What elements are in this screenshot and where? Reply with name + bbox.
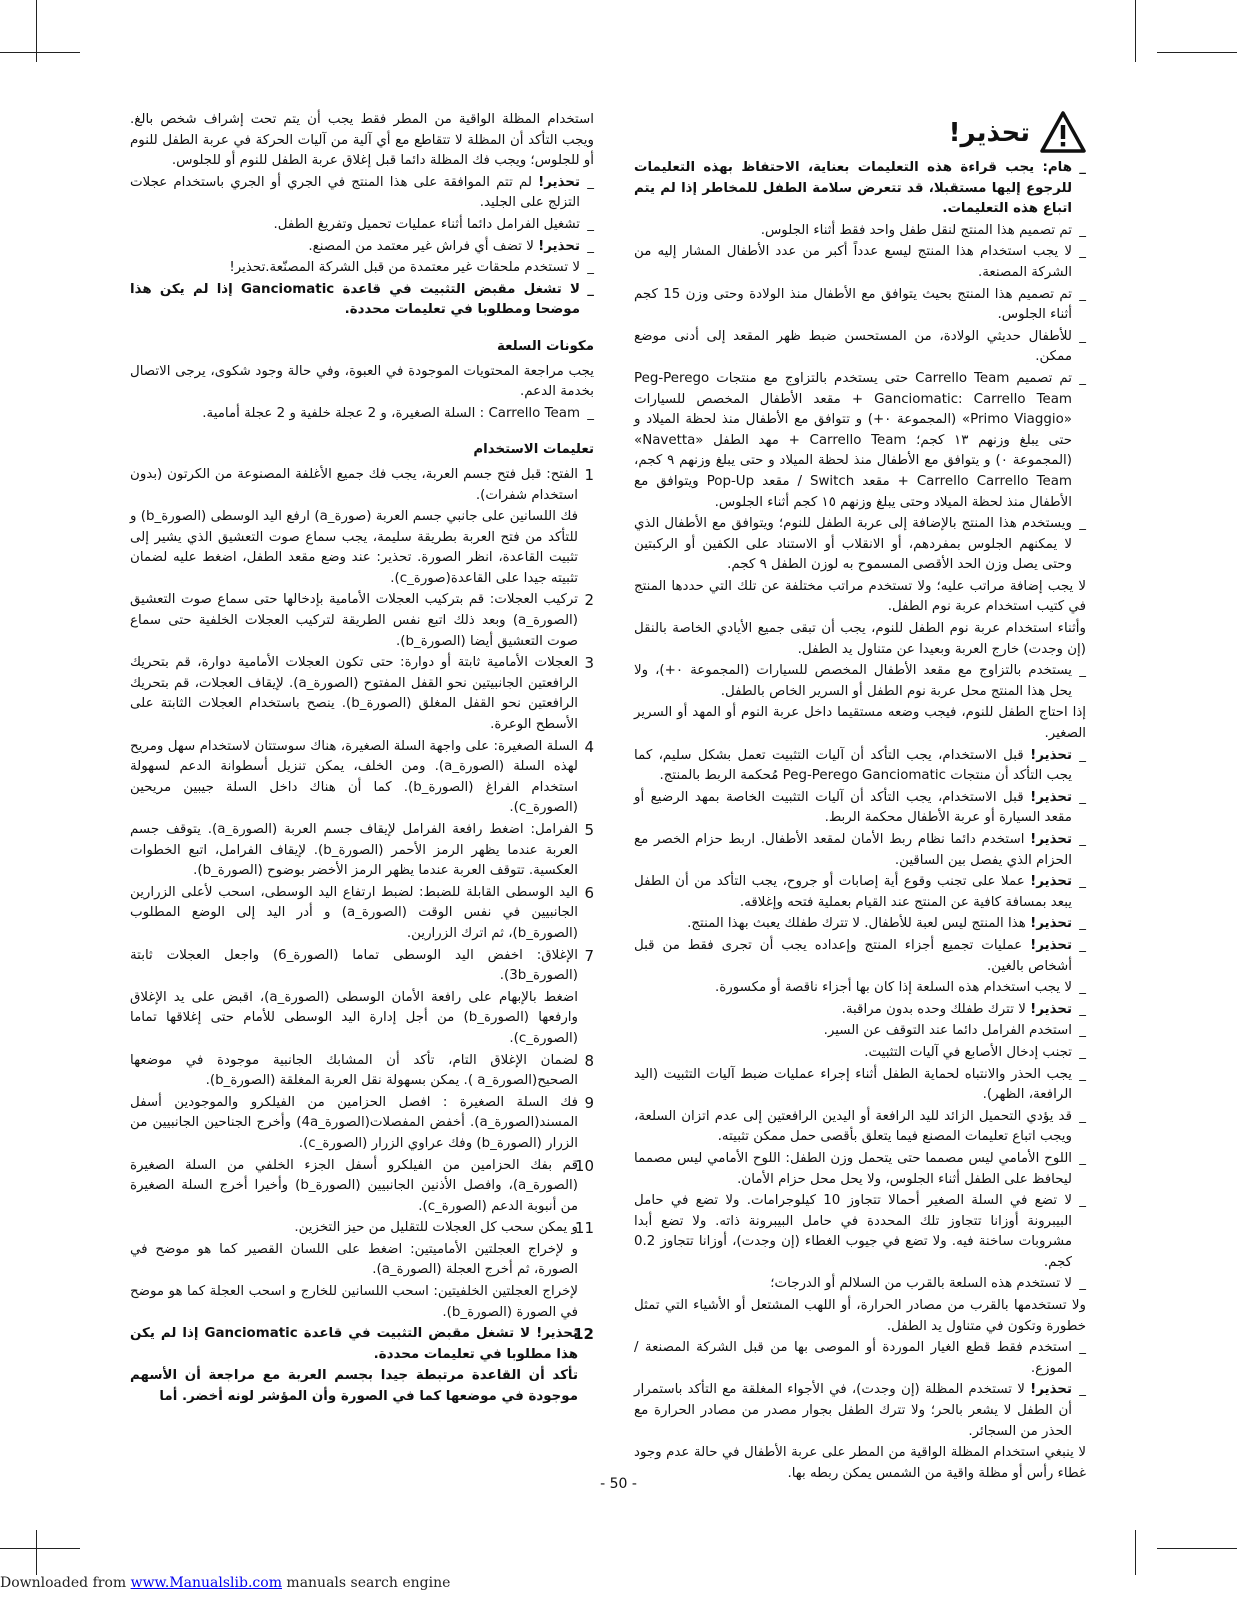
crop-mark-top-right-v (1135, 0, 1136, 62)
page-number: - 50 - (600, 1476, 637, 1492)
warning-label: تحذير! (538, 174, 580, 190)
numbered-step (130, 1218, 594, 1239)
item-text: هذا المنتج ليس لعبة للأطفال. لا تترك طفلك يعبث بهذا المنتج. (687, 916, 1031, 932)
item-text: لا تضع في السلة الصغير أحمالا تتجاوز 10 كيلوجرامات. ولا تضع في حامل البيبرونة أوزانا تتجاوز تلك المحددة في حامل البيبرونة ذاته. ولا تضع أبدا مشروبات ساخنة فيه. ولا تضع في جيوب الغطاء (إن وجدت)، أوزانا تتجاوز 0.2 كجم. (634, 1193, 1072, 1270)
numbered-step (130, 1324, 594, 1365)
item-text: تم تصميم هذا المنتج بحيث يتوافق مع الأطفال منذ الولادة وحتى وزن 15 كجم أثناء الجلوس. (634, 286, 1072, 323)
item-text: يستخدم بالتزاوج مع مقعد الأطفال المخصص للسيارات (المجموعة ٠+)، ولا يحل هذا المنتج محل عربة نوم الطفل أو السرير الخاص بالطفل. (634, 663, 1072, 699)
crop-mark-top-left-h (0, 52, 80, 53)
numbered-step (130, 1093, 594, 1155)
crop-mark-top-right-h (1157, 52, 1237, 53)
item-text: عمليات تجميع أجزاء المنتج وإعداده يجب أن تجرى فقط من قبل أشخاص بالغين. (634, 937, 1072, 974)
step-detail (130, 507, 594, 589)
bullet-item (634, 1380, 1086, 1442)
numbered-step (130, 465, 594, 506)
footer-prefix: Downloaded from (0, 1575, 131, 1591)
item-text: قد يؤدي التحميل الزائد لليد الرافعة أو اليدين الرافعتين إلى عدم اتزان السلعة، ويجب اتباع تعليمات المصنع فيما يتعلق بأقصى حمل ممكن تثبيته. (634, 1108, 1072, 1145)
step-number: 3 (584, 654, 594, 673)
numbered-step (130, 883, 594, 945)
item-text: وأثناء استخدام عربة نوم الطفل للنوم، يجب أن تبقى جميع الأيادي الخاصة بالنقل (إن وجدت) خارج العربة وبعيدا عن متناول يد الطفل. (634, 621, 1086, 657)
item-text: السلة الصغيرة: على واجهة السلة الصغيرة، هناك سوستتان لاستخدام سهل ومريح لهذه السلة (الصورة_a). ومن الخلف، يمكن تنزيل أسطوانة الدعم لسهولة استخدام الفراغ (الصورة_b). كما أن هناك داخل السلة جيبين مريحين (الصورة_c). (130, 738, 579, 816)
item-text: لا تشغل مقبض التثبيت في قاعدة Ganciomatic إذا لم يكن هذا مطلوبا في تعليمات محددة. (130, 1326, 578, 1362)
item-text: ولا تستخدمها بالقرب من مصادر الحرارة، أو اللهب المشتعل أو الأشياء التي تمثل خطورة وتكون في متناول يد الطفل. (634, 1298, 1086, 1334)
warning-label: تحذير! (1030, 832, 1072, 847)
section-heading (130, 440, 594, 461)
item-text: لا تترك طفلك وحده بدون مراقبة. (841, 1001, 1031, 1017)
item-text: العجلات الأمامية ثابتة أو دوارة: حتى تكون العجلات الأمامية دوارة، قم بتحريك الرافعتين الجانبيتين نحو القفل المفتوح (الصورة_a). لإيقاف العجلات، قم بتحريك الرافعتين نحو القفل المغلق (الصورة_b). ينصح باستخدام العجلات الثابتة على الأسطح الوعرة. (130, 655, 578, 733)
item-text: لا ينبغي استخدام المظلة الواقية من المطر على عربة الأطفال في حالة عدم وجود غطاء رأس أو مظلة واقية من الشمس يمكن ربطه بها. (634, 1445, 1086, 1481)
item-text: هام: يجب قراءة هذه التعليمات بعناية، الاحتفاظ بهذه التعليمات للرجوع إليها مستقبلا، قد تتعرض سلامة الطفل للمخاطر إذا لم يتم اتباع هذه التعليمات. (634, 160, 1072, 217)
item-text: فك السلة الصغيرة : افصل الحزامين من الفيلكرو والموجودين أسفل المسند(الصورة_a). أخفض المفصلات(الصورة_4a) وأخرج الجناحين الجانبيين من الزرار (الصورة_b) وفك عراوي الزرار (الصورة_c). (130, 1094, 578, 1151)
numbered-step (130, 946, 594, 987)
item-text: قبل الاستخدام، يجب التأكد أن آليات التثبيت تعمل بشكل سليم، كما يجب التأكد أن منتجات Peg-Perego Ganciomatic مُحكمة الربط بالمنتج. (634, 747, 1072, 784)
numbered-step (130, 1156, 594, 1218)
item-text: اللوح الأمامي ليس مصمما حتى يتحمل وزن الطفل: اللوح الأمامي ليس مصمما ليحافظ على الطفل أثناء الجلوس، ولا يحل محل حزام الأمان. (634, 1150, 1072, 1187)
crop-mark-bottom-right-h (1157, 1548, 1237, 1549)
item-text: تأكد أن القاعدة مرتبطة جيدا بجسم العربة مع مراجعة أن الأسهم موجودة في موضعها كما في الصورة وأن المؤشر لونه أخضر. أما (130, 1368, 578, 1405)
step-detail (130, 1282, 594, 1323)
item-text: الإغلاق: اخفض اليد الوسطى تماما (الصورة_6) واجعل العجلات ثابتة (الصورة_3b). (130, 947, 578, 984)
item-text: لا تستخدم ملحقات غير معتمدة من قبل الشركة المصنّعة.تحذير! (229, 260, 580, 276)
warning-header (634, 110, 1086, 156)
crop-mark-bottom-left-v (36, 1530, 37, 1575)
crop-mark-bottom-right-v (1135, 1530, 1136, 1575)
paragraph (130, 362, 594, 403)
footer-suffix: manuals search engine (281, 1575, 451, 1591)
right-column-content (634, 158, 1086, 1484)
bullet-item (634, 661, 1086, 702)
section-heading (130, 337, 594, 358)
paragraph (634, 619, 1086, 660)
paragraph (634, 1296, 1086, 1337)
bullet-item (634, 1065, 1086, 1106)
bullet-item (634, 1274, 1086, 1295)
item-text: للأطفال حديثي الولادة، من المستحسن ضبط ظهر المقعد إلى أدنى موضع ممكن. (634, 328, 1072, 365)
item-text: لا يجب استخدام هذا المنتج ليسع عدداً أكبر من عدد الأطفال المشار إليه من الشركة المصنعة. (634, 244, 1072, 280)
bullet-item (130, 237, 594, 258)
left-column-content (130, 110, 594, 1408)
warning-label: تحذير! (1030, 789, 1072, 805)
item-text: لا يجب استخدام هذه السلعة إذا كان بها أجزاء ناقصة أو مكسورة. (715, 980, 1072, 996)
bullet-item (634, 1000, 1086, 1021)
item-text: استخدم فقط قطع الغيار الموردة أو الموصى بها من قبل الشركة المصنعة / الموزع. (634, 1340, 1072, 1376)
bullet-item (634, 158, 1086, 220)
bullet-item (634, 1338, 1086, 1379)
item-text: لم تتم الموافقة على هذا المنتج في الجري أو الجري باستخدام عجلات التزلج على الجليد. (130, 174, 580, 211)
bullet-item (130, 173, 594, 214)
bullet-item (634, 788, 1086, 829)
bullet-item (634, 285, 1086, 326)
item-text: فك اللسانين على جانبي جسم العربة (صورة_a) ارفع اليد الوسطى (الصورة_b) و للتأكد من فتح العربة بطريقة سليمة، يجب سماع صوت التعشيق الذي يشير إلى تثبيت القاعدة، انظر الصورة. تحذير: عند وضع مقعد الطفل، اضغط عليه لضمان تثبيته جيدا على القاعدة(صورة_c). (130, 509, 579, 586)
item-text: استخدام المظلة الواقية من المطر فقط يجب أن يتم تحت إشراف شخص بالغ. ويجب التأكد أن المظلة لا تتقاطع مع أي آلية من آليات الحركة في عربة الطفل للنوم أو للجلوس؛ ويجب فك المظلة دائما قبل إغلاق عربة الطفل للنوم أو للجلوس. (130, 112, 594, 169)
numbered-step (130, 820, 594, 882)
step-detail (130, 1240, 594, 1281)
item-text: تشغيل الفرامل دائما أثناء عمليات تحميل وتفريغ الطفل. (273, 216, 580, 232)
bullet-item (130, 215, 594, 236)
bullet-item (130, 258, 594, 279)
item-text: قبل الاستخدام، يجب التأكد أن آليات التثبيت الخاصة بمهد الرضيع أو مقعد السيارة أو عربة الأطفال محكمة الربط. (634, 789, 1072, 826)
numbered-step (130, 590, 594, 652)
bullet-item (634, 327, 1086, 368)
step-detail (130, 1366, 594, 1407)
bullet-item (634, 1107, 1086, 1148)
item-text: مكونات السلعة (496, 338, 594, 354)
crop-mark-top-left-v (36, 0, 37, 62)
warning-label: تحذير! (1030, 1382, 1072, 1398)
item-text: و لإخراج العجلتين الأماميتين: اضغط على اللسان القصير كما هو موضح في الصورة، ثم أخرج العجلة (الصورة_a). (130, 1241, 578, 1278)
step-number: 4 (584, 737, 594, 756)
step-number: 6 (584, 883, 594, 902)
bullet-item (634, 514, 1086, 576)
item-text: Carrello Team : السلة الصغيرة، و 2 عجلة خلفية و 2 عجلة أمامية. (202, 405, 580, 421)
item-text: ويستخدم هذا المنتج بالإضافة إلى عربة الطفل للنوم؛ ويتوافق مع الأطفال الذي لا يمكنهم الجلوس بمفردهم، أو الانقلاب أو الاستناد على الكفين أو الركبتين وحتى يصل وزن الحد الأقصى المسموح به لوزن الطفل ٩ كجم. (634, 516, 1072, 573)
paragraph (634, 703, 1086, 744)
item-text: تعليمات الاستخدام (473, 442, 594, 458)
bullet-item (634, 221, 1086, 242)
item-text: استخدم دائما نظام ربط الأمان لمقعد الأطفال. اربط حزام الخصر مع الحزام الذي يفصل بين الساقين. (634, 832, 1072, 868)
item-text: استخدم الفرامل دائما عند التوقف عن السير. (823, 1023, 1072, 1039)
warning-title: تحذير! (948, 117, 1030, 148)
item-text: لا تشغل مقبض التثبيت في قاعدة Ganciomatic إذا لم يكن هذا موضحا ومطلوبا في تعليمات محددة. (130, 281, 581, 318)
bullet-item (634, 936, 1086, 977)
numbered-step (130, 1051, 594, 1092)
item-text: اضغط بالإبهام على رافعة الأمان الوسطى (الصورة_a)، اقبض على يد الإغلاق وارفعها (الصورة_b) من أجل إدارة اليد الوسطى للأمام حتى إغلاقها تماما (الصورة_c). (130, 989, 578, 1046)
item-text: تم تصميم هذا المنتج لنقل طفل واحد فقط أثناء الجلوس. (760, 222, 1072, 238)
item-text: لا تضف أي فراش غير معتمد من المصنع. (308, 238, 539, 254)
numbered-step (130, 653, 594, 735)
numbered-step (130, 737, 594, 819)
item-text: يجب مراجعة المحتويات الموجودة في العبوة، وفي حالة وجود شكوى، يرجى الاتصال بخدمة الدعم. (130, 363, 594, 400)
step-number: 8 (584, 1051, 594, 1070)
warning-label: تحذير! (1030, 1001, 1072, 1017)
bullet-item (634, 872, 1086, 913)
warning-label: تحذير! (1030, 916, 1072, 932)
item-text: لا تستخدم المظلة (إن وجدت)، في الأجواء المغلقة مع التأكد باستمرار أن الطفل لا يشعر بالحر؛ ولا تترك الطفل بجوار مصدر من مصادر الحرارة مع الحذر من السجائر. (634, 1382, 1072, 1439)
paragraph (130, 110, 594, 172)
step-number: 5 (584, 821, 594, 839)
footer (0, 1575, 450, 1591)
item-text: لإخراج العجلتين الخلفيتين: اسحب اللسانين للخارج و اسحب العجلة كما هو موضح في الصورة (الصورة_b). (130, 1284, 578, 1320)
bullet-item (634, 1043, 1086, 1064)
manualslib-link[interactable]: www.Manualslib.com (130, 1575, 282, 1591)
left-column (130, 110, 594, 1409)
item-text: الفرامل: اضغط رافعة الفرامل لإيقاف جسم العربة (الصورة_a). يتوقف جسم العربة عندما يظهر الرمز الأحمر (الصورة_b). لإيقاف الفرامل، اتبع الخطوات العكسية. تتوقف العربة عندما يظهر الرمز الأخضر بوضوح (الصورة_b). (130, 822, 579, 879)
step-number: 10 (574, 1156, 594, 1175)
step-detail (130, 988, 594, 1050)
bullet-item (634, 830, 1086, 871)
warning-label: تحذير! (1030, 874, 1072, 890)
bullet-item (634, 978, 1086, 999)
warning-label: تحذير! (1030, 747, 1072, 763)
item-text: الفتح: قبل فتح جسم العربة، يجب فك جميع الأغلفة المصنوعة من الكرتون (بدون استخدام شفرات). (130, 466, 578, 503)
crop-mark-bottom-left-h (0, 1548, 80, 1549)
item-text: يجب الحذر والانتباه لحماية الطفل أثناء إجراء عمليات ضبط آليات التثبيت (اليد الرافعة، الظهر). (634, 1066, 1072, 1103)
bullet-item (634, 1149, 1086, 1190)
warning-label: تحذير! (1030, 937, 1072, 953)
step-number: 2 (584, 591, 594, 610)
bullet-item (130, 280, 594, 321)
bullet-item (130, 404, 594, 425)
warning-triangle-icon (1040, 111, 1086, 156)
bullet-item (634, 746, 1086, 787)
item-text: تركيب العجلات: قم بتركيب العجلات الأمامية بإدخالها حتى سماع صوت التعشيق (الصورة_a) وبعد ذلك اتبع نفس الطريقة لتركيب العجلات الخلفية حتى سماع صوت التعشيق أيضا (الصورة_b). (130, 592, 578, 649)
step-number: 1 (584, 465, 594, 484)
item-text: إذا احتاج الطفل للنوم، فيجب وضعه مستقيما داخل عربة النوم أو المهد أو السرير الصغير. (634, 705, 1086, 742)
item-text: اليد الوسطى القابلة للضبط: لضبط ارتفاع اليد الوسطى، اسحب لأعلى الزرارين الجانبيين في نفس الوقت (الصورة_a) و أدر اليد إلى الوضع المطلوب (الصورة_b)، ثم اترك الزرارين. (130, 884, 578, 941)
item-text: قم بفك الحزامين من الفيلكرو أسفل الجزء الخلفي من السلة الصغيرة (الصورة_a)، وافصل الأذنين الجانبيين (الصورة_b) وأخيرا أخرج السلة الصغيرة من أنبوبة الدعم (الصورة_c). (130, 1157, 578, 1214)
step-number: 9 (584, 1093, 594, 1112)
right-column (634, 110, 1086, 1485)
step-number: 12 (573, 1325, 594, 1344)
item-text: و يمكن سحب كل العجلات للتقليل من حيز التخزين. (294, 1220, 578, 1236)
item-text: عملا على تجنب وقوع أية إصابات أو جروح، يجب التأكد من أن الطفل يبعد بمسافة كافية عن المنتج عند القيام بعملية فتحه وإغلاقه. (634, 874, 1072, 910)
step-number: 11 (574, 1219, 594, 1238)
item-text: لا يجب إضافة مراتب عليه؛ ولا تستخدم مراتب مختلفة عن تلك التي حددها المنتج في كتيب استخدام عربة نوم الطفل. (634, 578, 1086, 615)
item-text: تجنب إدخال الأصابع في آليات التثبيت. (864, 1044, 1072, 1060)
bullet-item (634, 914, 1086, 935)
item-text: لا تستخدم هذه السلعة بالقرب من السلالم أو الدرجات؛ (770, 1276, 1072, 1292)
warning-label: تحذير! (538, 238, 580, 254)
paragraph (634, 577, 1086, 618)
bullet-item (634, 1021, 1086, 1042)
warning-label: تحذير! (536, 1326, 578, 1342)
item-text: لضمان الإغلاق التام، تأكد أن المشابك الجانبية موجودة في موضعها الصحيح(الصورة_a ). يمكن بسهولة نقل العربة المغلقة (الصورة_b). (130, 1052, 578, 1089)
bullet-item (634, 369, 1086, 513)
bullet-item (634, 242, 1086, 283)
item-text: تم تصميم Carrello Team حتى يستخدم بالتزاوج مع منتجات Peg-Perego Ganciomatic: Carrello Team + مقعد الأطفال المخصص للسيارات «Primo Viaggio» (المجموعة ٠+) و تتوافق مع الأطفال منذ لحظة الميلاد و حتى يبلغ وزنهم ١٣ كجم؛ Carrello Team + مهد الطفل «Navetta» (المجموعة ٠) و يتوافق مع الأطفال منذ لحظة الميلاد و حتى يبلغ وزنهم ٩ كجم، Carrello Carrello Team + مقعد Switch / مقعد Pop-Up ويتوافق مع الأطفال منذ لحظة الميلاد وحتى يبلغ وزنهم ١٥ كجم أثناء الجلوس. (634, 370, 1073, 510)
bullet-item (634, 1191, 1086, 1273)
step-number: 7 (584, 946, 594, 965)
